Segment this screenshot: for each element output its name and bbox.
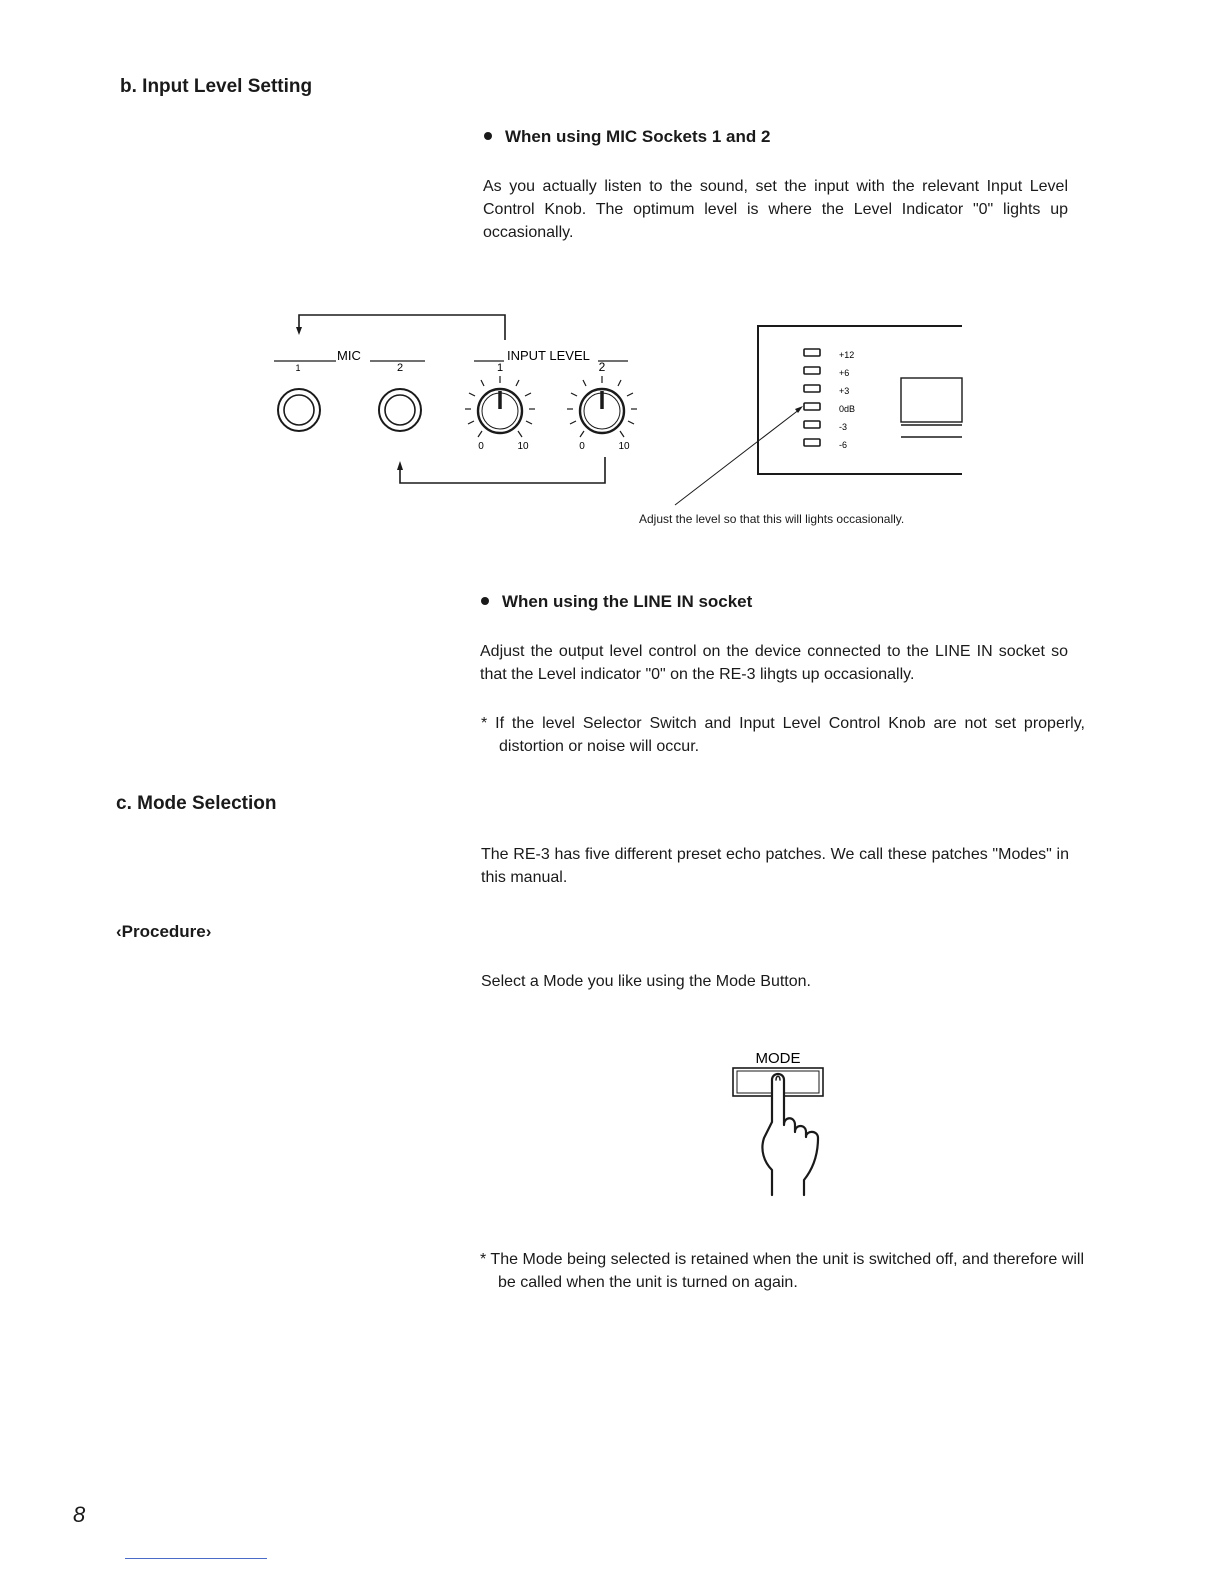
input-level-label: INPUT LEVEL — [507, 348, 590, 363]
input-note: * If the level Selector Switch and Input Level Control Knob are not set properly, distortion or noise will occur. — [481, 715, 1085, 755]
procedure-paragraph: Select a Mode you like using the Mode Button. — [481, 973, 811, 990]
meter-label-0db: 0dB — [839, 404, 856, 414]
meter-label-plus6: +6 — [839, 368, 850, 378]
meter-label-plus3: +3 — [839, 386, 850, 396]
input-level-knob-1 — [465, 376, 535, 437]
level-meter-panel — [758, 326, 962, 474]
mode-note: * The Mode being selected is retained when the unit is switched off, and therefore will be called when the unit is turned on again. — [480, 1251, 1084, 1291]
level-leds — [804, 349, 820, 446]
mic-number-2: 2 — [396, 362, 404, 374]
knob-2-min: 0 — [579, 441, 585, 452]
page-number: 8 — [73, 1502, 86, 1527]
line-in-paragraph: Adjust the output level control on the device connected to the LINE IN socket so that the Level indicator "0" on the RE-3 lihgts up occasionally. — [480, 643, 1068, 683]
knob-1-min: 0 — [478, 441, 484, 452]
section-c-title: c. Mode Selection — [116, 793, 277, 814]
line-in-heading-text: When using the LINE IN socket — [502, 592, 753, 611]
meter-label-minus3: -3 — [839, 422, 848, 432]
mode-intro-paragraph: The RE-3 has five different preset echo patches. We call these patches "Modes" in this manual. — [481, 846, 1069, 886]
bullet-icon — [484, 132, 492, 140]
pointer-line — [675, 406, 803, 505]
meter-caption: Adjust the level so that this will lights occasionally. — [639, 512, 905, 526]
section-b-title: b. Input Level Setting — [120, 76, 313, 97]
mode-button-diagram — [720, 1040, 840, 1200]
line-in-heading — [481, 592, 752, 612]
mic-socket-1 — [278, 389, 320, 431]
input-level-diagram — [260, 305, 980, 545]
knob-2-max: 10 — [618, 441, 630, 452]
mic-label: MIC — [337, 348, 361, 363]
knob-1-max: 10 — [517, 441, 529, 452]
mic-heading — [484, 127, 770, 147]
procedure-title: ‹Procedure› — [116, 922, 212, 941]
input-number-2: 2 — [598, 360, 606, 374]
pointing-hand-icon — [762, 1074, 818, 1195]
mic-number-1: 1 — [295, 363, 301, 373]
mic-socket-2 — [379, 389, 421, 431]
input-number-1: 1 — [496, 362, 504, 374]
bracket-bottom — [397, 457, 605, 483]
footer-rule — [125, 1558, 267, 1559]
meter-label-minus6: -6 — [839, 440, 848, 450]
mic-paragraph: As you actually listen to the sound, set the input with the relevant Input Level Control Knob. The optimum level is where the Level Indicator "0" lights up occasionally. — [483, 178, 1068, 241]
meter-label-plus12: +12 — [839, 350, 855, 360]
mic-heading-text: When using MIC Sockets 1 and 2 — [505, 127, 771, 146]
bracket-top — [296, 315, 505, 340]
mode-label: MODE — [755, 1050, 801, 1067]
input-level-knob-2 — [567, 376, 637, 437]
bullet-icon — [481, 597, 489, 605]
